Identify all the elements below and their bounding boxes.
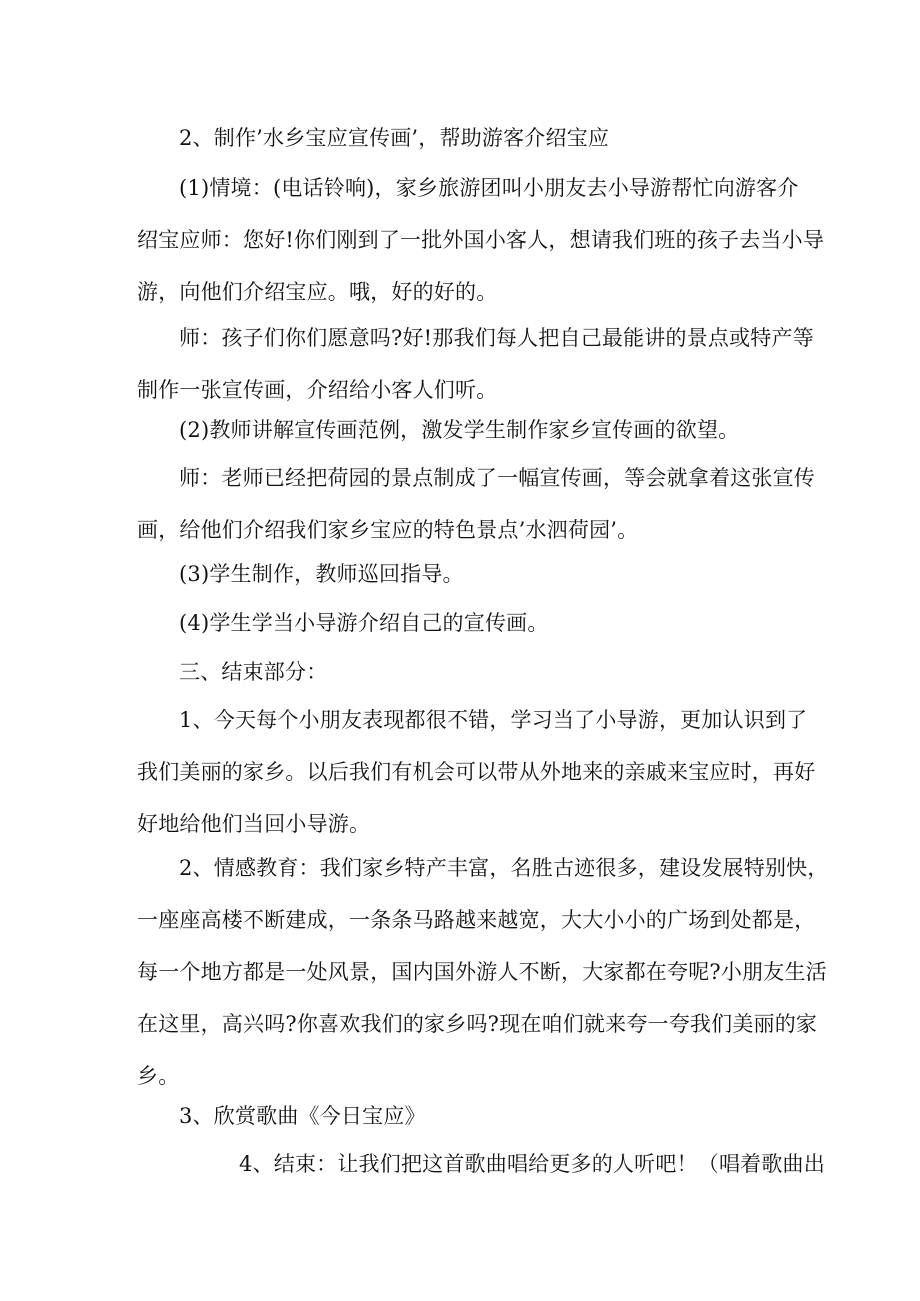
section-2-title [137, 112, 807, 164]
text-line: 师：老师已经把荷园的景点制成了一幅宣传画，等会就拿着这张宣传 [179, 466, 815, 490]
section-3-title [137, 646, 807, 698]
text-line: 每一个地方都是一处风景，国内国外游人不断，大家都在夸呢?小朋友生活 [137, 960, 827, 984]
paragraph-ending-2 [137, 842, 829, 1102]
text-line: 在这里，高兴吗?你喜欢我们的家乡吗?现在咱们就来夸一夸我们美丽的家 [137, 1012, 818, 1036]
text-line: (1)情境：(电话铃响)，家乡旅游团叫小朋友去小导游帮忙向游客介 [179, 176, 799, 200]
paragraph-ending-3 [137, 1090, 807, 1142]
text-line: 1、今天每个小朋友表现都很不错，学习当了小导游，更加认识到了 [179, 708, 808, 732]
paragraph-step-4 [137, 597, 807, 649]
text-line: 制作一张宣传画，介绍给小客人们听。 [137, 378, 498, 402]
text-line: 三、结束部分： [179, 660, 328, 684]
text-line: 3、欣赏歌曲《今日宝应》 [179, 1104, 426, 1128]
text-line: (2)教师讲解宣传画范例，激发学生制作家乡宣传画的欲望。 [179, 418, 740, 442]
paragraph-ending-1 [137, 694, 816, 850]
text-line: 绍宝应师：您好!你们刚到了一批外国小客人，想请我们班的孩子去当小导 [137, 228, 825, 252]
text-line: (3)学生制作，教师巡回指导。 [179, 562, 464, 586]
paragraph-ending-4 [197, 1138, 825, 1190]
text-line: 2、制作’水乡宝应宣传画’，帮助游客介绍宝应 [179, 126, 610, 150]
text-line: 我们美丽的家乡。以后我们有机会可以带从外地来的亲戚来宝应时，再好 [137, 760, 816, 784]
paragraph-step-2 [137, 404, 807, 456]
text-line: 画，给他们介绍我们家乡宝应的特色景点’水泗荷园’。 [137, 518, 639, 542]
text-line: 好地给他们当回小导游。 [137, 812, 371, 836]
text-line: 师：孩子们你们愿意吗?好!那我们每人把自己最能讲的景点或特产等 [179, 326, 814, 350]
text-line: 2、情感教育：我们家乡特产丰富，名胜古迹很多，建设发展特别快， [179, 856, 829, 880]
paragraph-situation [137, 162, 825, 318]
text-line: 一座座高楼不断建成，一条条马路越来越宽，大大小小的广场到处都是， [137, 908, 816, 932]
text-line: 4、结束：让我们把这首歌曲唱给更多的人听吧！（唱着歌曲出 [239, 1152, 825, 1176]
text-line: 游，向他们介绍宝应。哦，好的好的。 [137, 280, 498, 304]
paragraph-step-3 [137, 548, 807, 600]
paragraph-teacher-ask [137, 312, 814, 416]
text-line: (4)学生学当小导游介绍自己的宣传画。 [179, 611, 549, 635]
paragraph-teacher-example [137, 452, 815, 556]
text-line: 乡。 [137, 1064, 180, 1088]
